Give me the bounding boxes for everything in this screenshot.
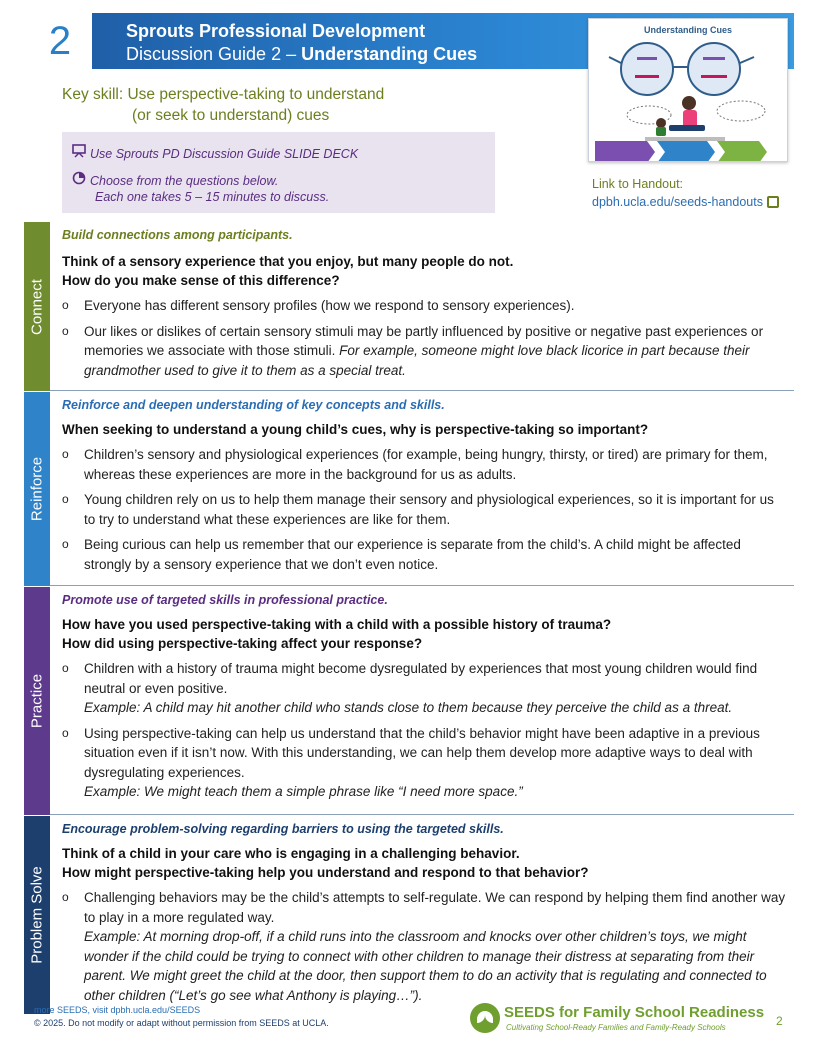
logo-tagline: Cultivating School-Ready Families and Family-Ready Schools	[506, 1023, 726, 1032]
bullet-item	[62, 445, 786, 484]
thumbnail-title: Understanding Cues	[643, 25, 732, 35]
bullet-list	[62, 445, 786, 574]
key-skill	[62, 84, 384, 126]
section-problem-solve	[24, 816, 794, 1014]
page-number: 2	[776, 1014, 783, 1028]
section-practice	[24, 587, 794, 815]
bullet-item	[62, 296, 786, 316]
tab-label: Practice	[28, 673, 46, 729]
choose-row	[72, 171, 278, 188]
section-goal: Encourage problem-solving regarding barriers to using the targeted skills.	[62, 822, 504, 836]
logo-name: SEEDS for Family School Readiness	[504, 1004, 765, 1021]
question-line: How did using perspective-taking affect your response?	[62, 636, 423, 651]
handout-link-block	[592, 175, 779, 211]
header-subtitle	[126, 44, 477, 65]
discussion-question	[62, 252, 786, 290]
bullet-marker: o	[62, 661, 69, 675]
slide-deck-text: Use Sprouts PD Discussion Guide SLIDE DECK	[90, 147, 359, 161]
handout-label: Link to Handout:	[592, 177, 684, 191]
slide-deck-row	[72, 144, 358, 161]
presentation-icon	[72, 144, 90, 161]
bullet-text: Our likes or dislikes of certain sensory stimuli may be partly influenced by positive or negative past experiences or memories we associate with those stimuli.	[84, 323, 764, 358]
section-content	[62, 392, 786, 574]
bullet-example: Example: We might teach them a simple phrase like “I need more space.”	[84, 784, 523, 799]
sprout-icon	[470, 1003, 500, 1033]
header-title: Sprouts Professional Development	[126, 21, 426, 41]
bullet-marker: o	[62, 298, 69, 312]
section-content	[62, 816, 786, 1005]
question-line: How might perspective-taking help you understand and respond to that behavior?	[62, 865, 589, 880]
instructions-box	[62, 132, 495, 213]
guide-number: 2	[30, 13, 90, 69]
section-content	[62, 587, 786, 802]
question-line: When seeking to understand a young child’s cues, why is perspective-taking so important?	[62, 422, 649, 437]
bullet-text: Children’s sensory and physiological experiences (for example, being hungry, thirsty, or tired) are primary for them, whereas these experiences are more in the background for us as adults.	[84, 447, 768, 482]
bullet-marker: o	[62, 537, 69, 551]
bullet-marker: o	[62, 492, 69, 506]
tab-problem-solve	[24, 816, 50, 1014]
key-skill-line1: Use perspective-taking to understand	[127, 86, 385, 103]
thumbnail-illustration	[589, 19, 788, 162]
section-reinforce	[24, 392, 794, 586]
section-goal: Promote use of targeted skills in professional practice.	[62, 593, 388, 607]
section-content	[62, 222, 786, 380]
bullet-example: For example, someone might love black licorice in part because their grandmother used to give it to them as a special treat.	[84, 343, 750, 378]
bullet-text: Being curious can help us remember that our experience is separate from the child’s. A child might be affected strongly by a sensory experience that we don’t even notice.	[84, 537, 741, 572]
bullet-item	[62, 490, 786, 529]
bullet-list	[62, 659, 786, 802]
subtitle-bold: Understanding Cues	[301, 44, 478, 64]
bullet-item	[62, 888, 786, 1005]
bullet-text: Children with a history of trauma might become dysregulated by experiences that most young children would find neutral or even positive.	[84, 661, 758, 696]
tab-reinforce	[24, 392, 50, 586]
bullet-list	[62, 296, 786, 380]
question-line: How do you make sense of this difference?	[62, 273, 340, 288]
question-line: How have you used perspective-taking with a child with a possible history of trauma?	[62, 617, 612, 632]
bullet-text: Everyone has different sensory profiles (how we respond to sensory experiences).	[84, 298, 575, 313]
section-connect	[24, 222, 794, 391]
bullet-text: Challenging behaviors may be the child’s attempts to self-regulate. We can respond by helping them find another way to play in a more regulated way.	[84, 890, 786, 925]
tab-label: Problem Solve	[28, 866, 46, 964]
discussion-question	[62, 615, 786, 653]
section-divider	[50, 814, 794, 815]
slide-thumbnail	[588, 18, 788, 162]
tab-practice	[24, 587, 50, 815]
handout-link[interactable]: dpbh.ucla.edu/seeds-handouts	[592, 195, 763, 209]
footer-copyright: © 2025. Do not modify or adapt without permission from SEEDS at UCLA.	[34, 1018, 329, 1028]
choose-text-1: Choose from the questions below.	[90, 174, 279, 188]
footer-text	[34, 1004, 329, 1030]
bullet-text: Using perspective-taking can help us understand that the child’s behavior might have been adaptive in a previous situation even if it isn’t now. With this understanding, we can help them develop more adaptive ways to deal with dysregulating experiences.	[84, 725, 760, 780]
section-goal: Build connections among participants.	[62, 228, 293, 242]
footer-more-link[interactable]: more SEEDS, visit dpbh.ucla.edu/SEEDS	[34, 1005, 201, 1015]
tab-connect	[24, 222, 50, 391]
bullet-example: Example: A child may hit another child who stands close to them because they perceive the child as a threat.	[84, 700, 733, 715]
bullet-marker: o	[62, 890, 69, 904]
bullet-item	[62, 322, 786, 381]
bullet-example: Example: At morning drop-off, if a child runs into the classroom and knocks over other children’s toys, we might wonder if the child could be trying to connect with other children to manage their distress at separating from their parent. We might greet the child at the door, then support them to do an activity that is regulating and connected to other children (“Let’s go see what Anthony is playing…”).	[84, 929, 767, 1003]
section-divider	[50, 390, 794, 391]
tab-label: Reinforce	[28, 456, 46, 522]
bullet-marker: o	[62, 447, 69, 461]
key-skill-line2: (or seek to understand) cues	[132, 107, 330, 124]
bullet-item	[62, 535, 786, 574]
discussion-question	[62, 844, 786, 882]
bullet-item	[62, 659, 786, 718]
section-divider	[50, 585, 794, 586]
question-line: Think of a sensory experience that you enjoy, but many people do not.	[62, 254, 514, 269]
bullet-marker: o	[62, 323, 69, 338]
bullet-list	[62, 888, 786, 1005]
bullet-item	[62, 724, 786, 802]
key-skill-label: Key skill:	[62, 86, 124, 103]
seeds-logo	[470, 1003, 765, 1033]
timer-icon	[72, 171, 90, 188]
discussion-question	[62, 420, 786, 439]
external-link-icon[interactable]	[767, 196, 779, 208]
tab-label: Connect	[28, 278, 46, 335]
bullet-marker: o	[62, 725, 69, 740]
choose-text-2: Each one takes 5 – 15 minutes to discuss.	[95, 190, 330, 204]
section-goal: Reinforce and deepen understanding of key concepts and skills.	[62, 398, 445, 412]
bullet-text: Young children rely on us to help them manage their sensory and physiological experiences, so it is important for us to try to understand what these experiences are like for them.	[84, 492, 774, 527]
subtitle-prefix: Discussion Guide 2 –	[126, 44, 302, 64]
question-line: Think of a child in your care who is engaging in a challenging behavior.	[62, 846, 520, 861]
